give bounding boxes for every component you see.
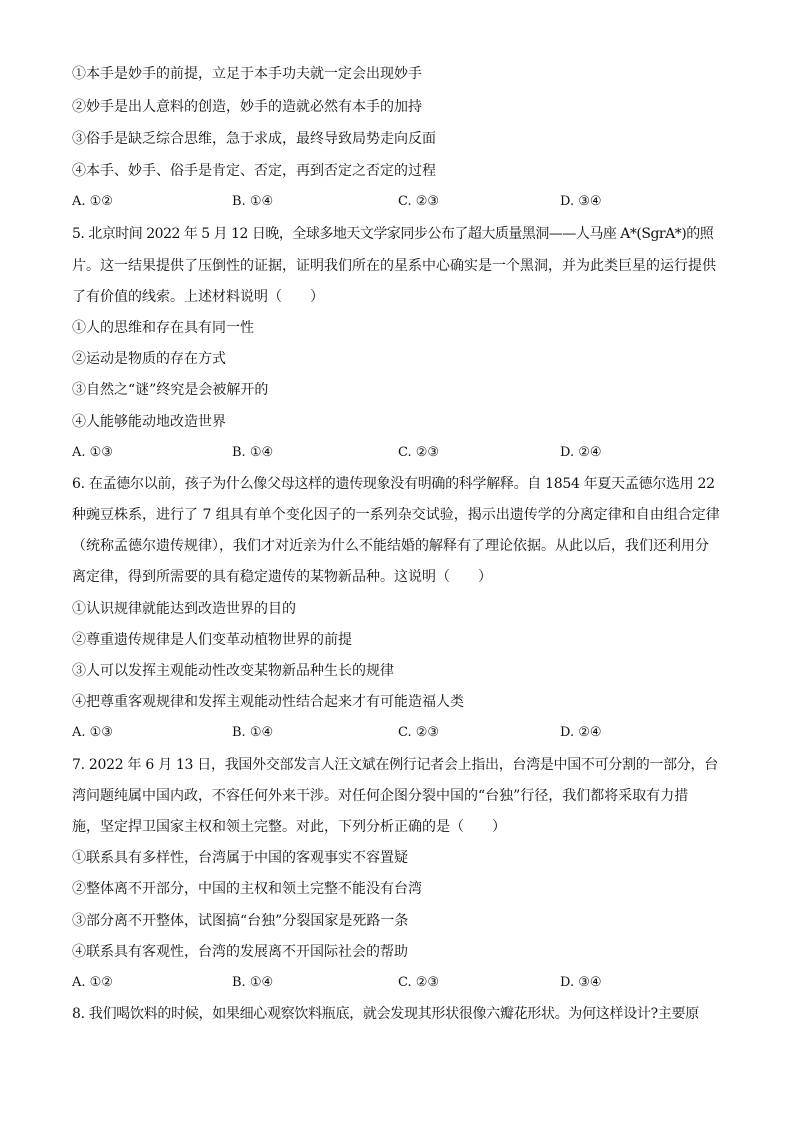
q5-stem-line-1: 5. 北京时间 2022 年 5 月 12 日晚，全球多地天文学家同步公布了超大质量黑洞——人马座 A*(SgrA*)的照	[72, 226, 714, 242]
q4-choice-2: ②妙手是出人意料的创造，妙手的造就必然有本手的加持	[72, 99, 422, 115]
q7-stem-line-1: 7. 2022 年 6 月 13 日，我国外交部发言人汪文斌在例行记者会上指出，台湾是中国不可分割的一部分，台	[72, 757, 718, 773]
q8-stem-line-1: 8. 我们喝饮料的时候，如果细心观察饮料瓶底，就会发现其形状很像六瓣花形状。为何这样设计?主要原	[72, 1006, 699, 1022]
q6-stem-line-4: 离定律，得到所需要的具有稳定遗传的某物新品种。这说明（ ）	[72, 569, 492, 585]
q7-option-d[interactable]: D. ③④	[560, 975, 602, 990]
q6-option-b[interactable]: B. ①④	[232, 725, 274, 740]
q6-choice-2: ②尊重遗传规律是人们变革动植物世界的前提	[72, 632, 352, 648]
q6-options	[72, 723, 722, 743]
q4-choice-1: ①本手是妙手的前提，立足于本手功夫就一定会出现妙手	[72, 66, 422, 82]
q5-choice-4: ④人能够能动地改造世界	[72, 414, 226, 430]
q7-options	[72, 973, 722, 993]
q4-option-c[interactable]: C. ②③	[398, 194, 440, 209]
q6-option-a[interactable]: A. ①③	[72, 725, 113, 740]
q5-stem-line-3: 了有价值的线索。上述材料说明（ ）	[72, 289, 324, 305]
q7-stem-line-3: 施，坚定捍卫国家主权和领土完整。对此，下列分析正确的是（ ）	[72, 819, 506, 835]
q7-choice-3: ③部分离不开整体，试图搞“台独”分裂国家是死路一条	[72, 913, 409, 929]
q6-choice-1: ①认识规律就能达到改造世界的目的	[72, 601, 296, 617]
q5-stem-line-2: 片。这一结果提供了压倒性的证据，证明我们所在的星系中心确实是一个黑洞，并为此类巨星的运行提供	[72, 258, 716, 274]
q4-options	[72, 192, 722, 212]
q7-option-c[interactable]: C. ②③	[398, 975, 440, 990]
q6-choice-4: ④把尊重客观规律和发挥主观能动性结合起来才有可能造福人类	[72, 694, 464, 710]
q5-option-a[interactable]: A. ①③	[72, 445, 113, 460]
q7-option-b[interactable]: B. ①④	[232, 975, 274, 990]
q5-options	[72, 443, 722, 463]
q6-stem-line-2: 种豌豆株系，进行了 7 组具有单个变化因子的一系列杂交试验，揭示出遗传学的分离定律和自由组合定律	[72, 507, 720, 523]
q5-choice-3: ③自然之“谜”终究是会被解开的	[72, 382, 269, 398]
q6-stem-line-1: 6. 在孟德尔以前，孩子为什么像父母这样的遗传现象没有明确的科学解释。自 1854 年夏天孟德尔选用 22	[72, 476, 715, 492]
q7-choice-2: ②整体离不开部分，中国的主权和领土完整不能没有台湾	[72, 881, 422, 897]
q6-option-d[interactable]: D. ②④	[560, 725, 602, 740]
q6-option-c[interactable]: C. ②③	[398, 725, 440, 740]
q5-option-d[interactable]: D. ②④	[560, 445, 602, 460]
q5-option-c[interactable]: C. ②③	[398, 445, 440, 460]
q5-option-b[interactable]: B. ①④	[232, 445, 274, 460]
q5-choice-2: ②运动是物质的存在方式	[72, 351, 226, 367]
q7-option-a[interactable]: A. ①②	[72, 975, 113, 990]
q7-choice-1: ①联系具有多样性，台湾属于中国的客观事实不容置疑	[72, 850, 408, 866]
q4-option-d[interactable]: D. ③④	[560, 194, 602, 209]
q5-choice-1: ①人的思维和存在具有同一性	[72, 320, 254, 336]
q6-stem-line-3: （统称孟德尔遗传规律），我们才对近亲为什么不能结婚的解释有了理论依据。从此以后，我们还利用分	[72, 538, 709, 554]
q4-option-a[interactable]: A. ①②	[72, 194, 113, 209]
q4-option-b[interactable]: B. ①④	[232, 194, 274, 209]
q4-choice-4: ④本手、妙手、俗手是肯定、否定，再到否定之否定的过程	[72, 163, 436, 179]
q6-choice-3: ③人可以发挥主观能动性改变某物新品种生长的规律	[72, 663, 394, 679]
q4-choice-3: ③俗手是缺乏综合思维，急于求成，最终导致局势走向反面	[72, 131, 436, 147]
q7-choice-4: ④联系具有客观性，台湾的发展离不开国际社会的帮助	[72, 944, 408, 960]
q7-stem-line-2: 湾问题纯属中国内政，不容任何外来干涉。对任何企图分裂中国的“台独”行径，我们都将采取有力措	[72, 788, 689, 804]
